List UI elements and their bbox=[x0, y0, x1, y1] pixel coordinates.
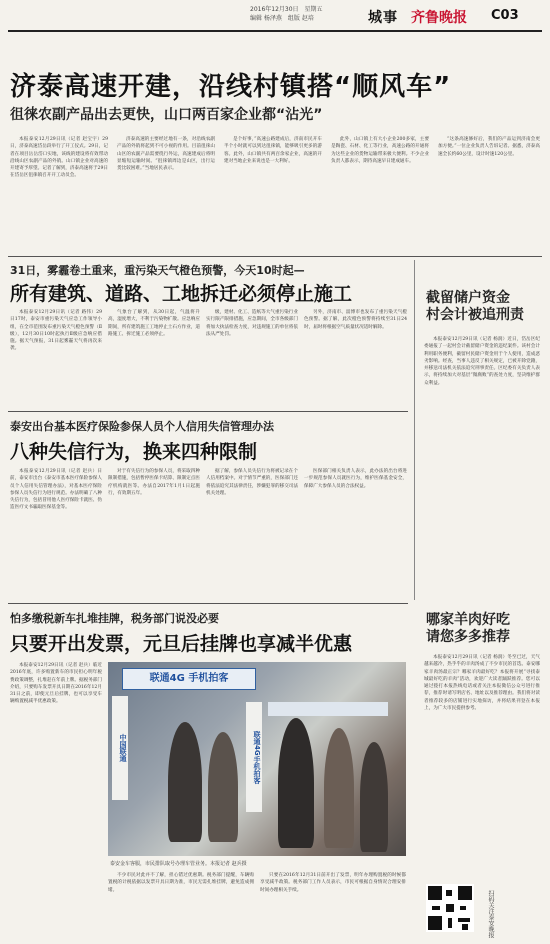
photo-banner-left: 中国联通 bbox=[112, 696, 128, 800]
story3-kicker: 泰安出台基本医疗保险参保人员个人信用失信管理办法 bbox=[10, 420, 274, 433]
story4-col2: 不少市民对此并不了解，担心错过优惠期。税务部门提醒，车辆购置税的计税依据以发票开具日期为准，市民无需扎堆挂牌，避免造成拥堵。 bbox=[108, 873, 254, 893]
story2-headline: 所有建筑、道路、工地拆迁必须停止施工 bbox=[10, 283, 353, 305]
story3-headline: 八种失信行为，换来四种限制 bbox=[10, 441, 258, 463]
sidebar1-title: 截留储户资金 村会计被追刑责 bbox=[426, 290, 524, 323]
sidebar-rule bbox=[414, 260, 415, 600]
sidebar2-title: 哪家羊肉好吃 请您多多推荐 bbox=[426, 612, 510, 645]
photo-banner: 联通4G 手机拍客 bbox=[122, 668, 256, 690]
story4-kicker: 怕多缴税新车扎堆挂牌，税务部门说没必要 bbox=[10, 612, 219, 625]
story2-kicker: 31日，雾霾卷土重来，重污染天气橙色预警，今天10时起— bbox=[10, 264, 305, 277]
editor-line: 编辑 杨泽燕 组版 赵培 bbox=[250, 15, 314, 22]
date-line: 2016年12月30日 星期五 bbox=[250, 6, 323, 13]
story1-col2: 济泰高速的主要经过地有一条，对沿线农副产品的外销将起到不可小视的作用。目前徂徕山山区的农副产品需要绕行外运，高速建成后将明显缩短运输时间。“徂徕镇周边是山区，出行运货比较困难。”当地居民表示。 bbox=[117, 137, 215, 172]
story2-col4: 另外，济南市、淄博市也发布了重污染天气橙色预警。据了解，此次橙色预警将持续至31日24时，届时将根据空气质量状况适时解除。 bbox=[304, 310, 407, 330]
story3-col4: 医保部门相关负责人表示，此办法的出台将进一步规范参保人员就医行为，维护医保基金安全，保障广大参保人员的合法权益。 bbox=[304, 469, 407, 489]
story1-col5: “这条高速修好后，我们的产品运到济南会更加方便。”一位企业负责人告诉记者。据悉，济泰高速全长约60公里，设计时速120公里。 bbox=[438, 137, 540, 157]
story4-col1: 本报泰安12月29日讯（记者 赵兵）临近2016年底，许多购置新车的市民担心明年税费政策调整，扎堆赶在年前上牌。据税务部门介绍，只要购车发票开具日期在2016年12月31日之前，即使元旦后挂牌，也可以享受车辆购置税减半优惠政策。 bbox=[10, 663, 102, 705]
divider-1 bbox=[8, 256, 542, 257]
page-number: C03 bbox=[491, 8, 519, 23]
brand-logo: 齐鲁晚报 bbox=[411, 10, 467, 26]
story3-col1: 本报泰安12月29日讯（记者 赵兵）日前，泰安市出台《泰安市基本医疗保险参保人员个人信用失信管理办法》，对基本医疗保险参保人员失信行为进行规范。办法明确了八种失信行为，包括冒用他人医疗保险卡就医、伪造医疗文书骗取医保基金等。 bbox=[10, 469, 102, 511]
story3-col3: 据了解，参保人员失信行为将被记录在个人信用档案中。对于情节严重的，医保部门还将依法追究其法律责任，涉嫌犯罪的移交司法机关处理。 bbox=[206, 469, 298, 496]
story4-col3: 只要在2016年12月31日前开出了发票，明年办理购置税的时候都享受减半政策。税务部门工作人员表示，市民可根据自身情况合理安排时间办理相关手续。 bbox=[260, 873, 406, 893]
story3-col2: 对于有失信行为的参保人员，将采取四种限制措施，包括暂停医保卡结算、限制定点医疗机构就医等。办法自2017年1月1日起施行，有效期五年。 bbox=[108, 469, 200, 496]
photo-caption: 泰安金车客服，市民排队取号办理车管业务。本报记者 赵兵摄 bbox=[110, 861, 247, 867]
sidebar1-text: 本报泰安12月29日讯（记者 杨润）近日，岱岳区纪委通报了一起村会计截留储户资金的违纪案件。该村会计利用职务便利，截留村民储户资金用于个人使用，造成恶劣影响。经查，当事人违反了相关规定，已被开除党籍，并移送司法机关依法追究刑事责任。区纪委有关负责人表示，将持续加大对基层“微腐败”的查处力度，坚决维护群众利益。 bbox=[424, 337, 540, 386]
story2-col3: 级，建材、化工、造纸等大气重污染行业实行限产限排措施，应急期间，全市各级部门将加大执法检查力度，对违规施工的单位将依法从严处罚。 bbox=[206, 310, 298, 337]
story1-headline: 济泰高速开建，沿线村镇搭“顺风车” bbox=[10, 72, 452, 102]
story1-col4: 此外，山口镇上有大小企业200多家，主要是陶瓷、石材、化工等行业，高速公路的开通将为这些企业的货物运输带来极大便利。不少企业负责人都表示，期待高速早日建成通车。 bbox=[331, 137, 429, 164]
story2-col1: 本报泰安12月29日讯（记者 路伟）29日17时，泰安市重污染天气应急工作领导小组，在全市范围发布重污染天气橙色预警（Ⅱ级），12月30日10时起执行Ⅱ级应急响应措施。据天气预报，31日起雾霾天气将再次来袭。 bbox=[10, 310, 102, 352]
story1-subhead: 徂徕农副产品出去更快，山口两百家企业都“沾光” bbox=[10, 107, 323, 123]
story1-col3: 是个好事，”高速公路建成后，济南市民开车半个小时就可以到达徂徕镇，能够吸引更多的游客。此外，山口镇共有两百余家企业，高速的开建对当地企业来说也是一大利好。 bbox=[224, 137, 322, 164]
news-photo bbox=[108, 662, 406, 856]
header-rule bbox=[8, 30, 542, 32]
story1-col1: 本报泰安12月29日讯（记者 赵宝宇）29日，济泰高速岱岳段举行了开工仪式。29日，记者在项目岳岳岱口实地，该线的建设将有效带动沿线山区农副产品的外销。山口镇企业对高速的开建寄予厚望。记者了解到，济泰高速将于29日在岱岳区徂徕镇召开开工动员会。 bbox=[10, 137, 108, 179]
story2-col2: 气象台了解到，从30日起，气温将升高，湿度增大，不利于污染物扩散。应急响应期间，所有建筑施工工地停止土石方作业，道路施工、拆迁施工必须停止。 bbox=[108, 310, 200, 337]
story4-headline: 只要开出发票，元旦后挂牌也享减半优惠 bbox=[10, 633, 353, 655]
qr-code-icon[interactable] bbox=[426, 884, 474, 932]
divider-3 bbox=[8, 603, 408, 604]
section-name: 城事 bbox=[368, 10, 398, 26]
sidebar2-text: 本报泰安12月29日讯（记者 杨润）冬至已过，天气越来越冷，热乎乎的羊肉汤成了不少市民的首选。泰安哪家羊肉汤最正宗？哪家羊肉最好吃？本报将开展“寻找泰城最好吃的羊肉”活动，欢迎广大读者踊跃推荐。您可以通过拨打本报热线电话或者关注本报微信公众号进行推荐，推荐时请写明店名、地址以及推荐理由。我们将对读者推荐较多的店铺进行实地探访，并将结果刊登在本报上，为广大市民提供参考。 bbox=[424, 655, 540, 712]
qr-caption: 扫码关注泰安晚报 bbox=[487, 890, 494, 938]
divider-2 bbox=[8, 411, 408, 412]
photo-banner-right: 联通4G手机拍客 bbox=[246, 702, 262, 812]
